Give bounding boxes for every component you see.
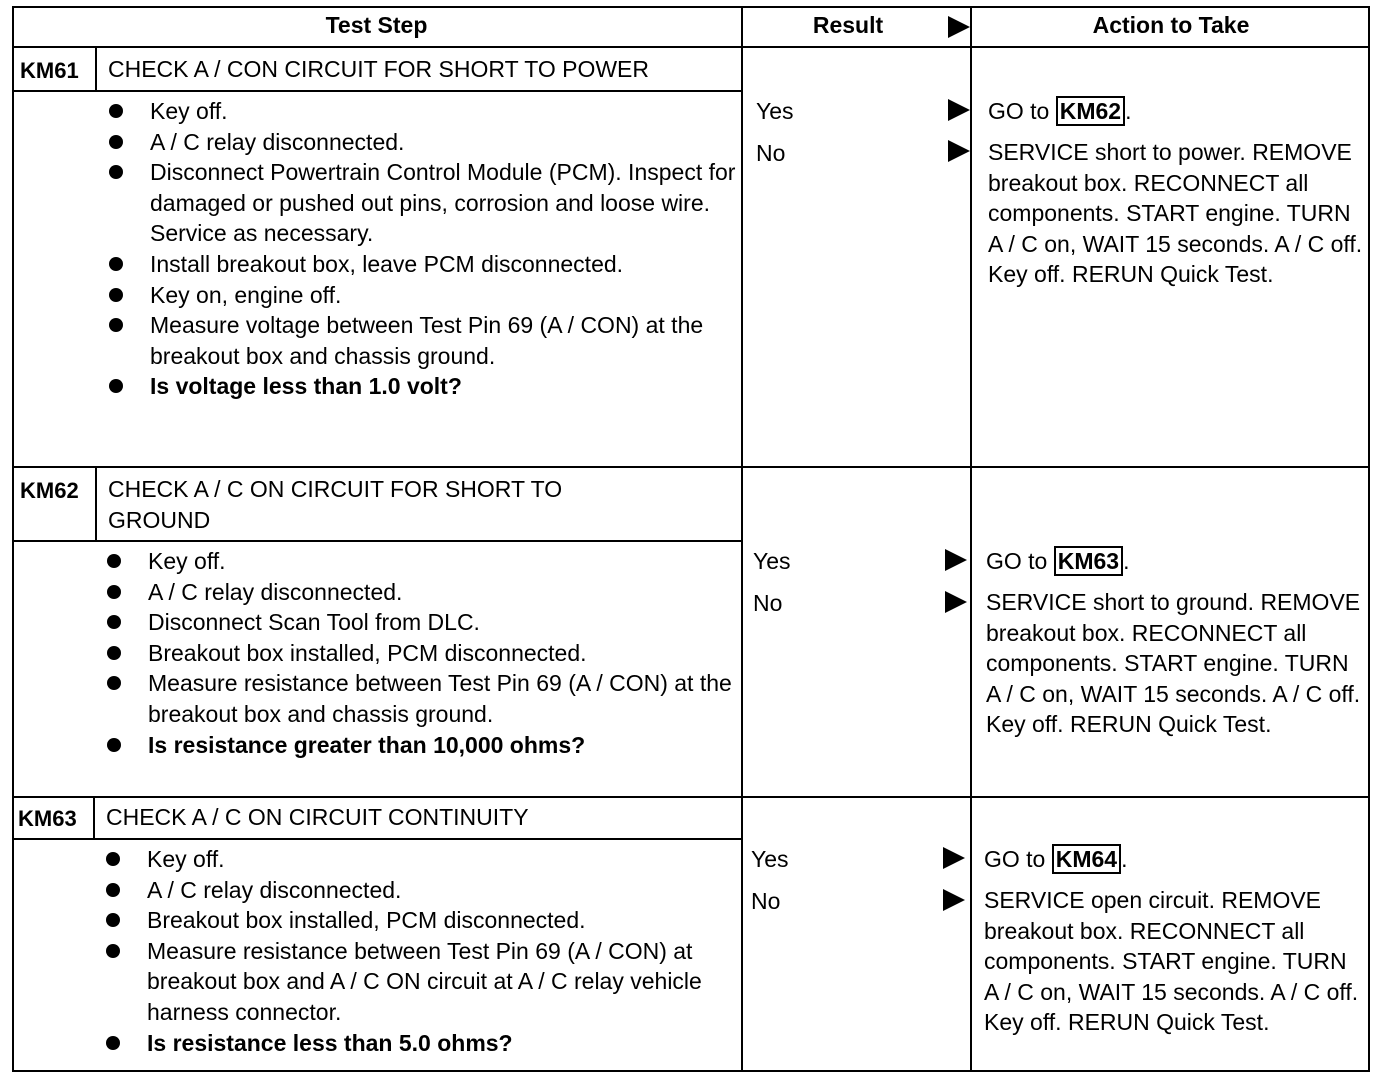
result-yes: Yes <box>751 846 789 872</box>
result-yes: Yes <box>756 98 794 124</box>
no-action-text: SERVICE short to power. REMOVE breakout box. RECONNECT all components. START engine. TURN A / C on, WAIT 15 seconds. A / C off. Key off. RERUN Quick Test. <box>988 139 1363 288</box>
header-test-step: Test Step <box>325 12 428 38</box>
step-rule <box>12 466 1370 468</box>
step-title: CHECK A / C ON CIRCUIT FOR SHORT TO GROUND <box>108 476 563 533</box>
bullet-item: Disconnect Powertrain Control Module (PCM). Inspect for damaged or pushed out pins, corrosion and loose wire. Service as necessary. <box>108 157 740 249</box>
column-divider-result <box>741 6 743 1072</box>
step-code: KM61 <box>20 58 79 83</box>
yes-arrow-icon <box>948 99 970 121</box>
code-divider <box>95 46 97 90</box>
step-code: KM62 <box>20 478 79 503</box>
header-rule <box>12 46 1370 48</box>
step-code: KM63 <box>18 806 77 831</box>
action-block <box>986 546 1366 740</box>
bullet-item: A / C relay disconnected. <box>108 127 740 158</box>
result-yes: Yes <box>753 548 791 574</box>
goto-target-link[interactable]: KM64 <box>1052 844 1121 874</box>
title-rule <box>12 838 741 840</box>
step-title: CHECK A / C ON CIRCUIT CONTINUITY <box>106 804 529 830</box>
header-result: Result <box>812 12 884 38</box>
bullet-item: A / C relay disconnected. <box>106 577 738 608</box>
code-divider <box>93 796 95 838</box>
bullet-item: Key off. <box>106 546 738 577</box>
question-item: Is voltage less than 1.0 volt? <box>108 371 740 402</box>
goto-target-link[interactable]: KM63 <box>1054 546 1123 576</box>
step-title: CHECK A / CON CIRCUIT FOR SHORT TO POWER <box>108 56 650 82</box>
yes-arrow-icon <box>943 847 965 869</box>
result-no: No <box>756 140 786 166</box>
bullet-item: Measure voltage between Test Pin 69 (A / CON) at the breakout box and chassis ground. <box>108 310 740 371</box>
no-arrow-icon <box>943 889 965 911</box>
goto-target-link[interactable]: KM62 <box>1056 96 1125 126</box>
goto-line: GO to KM62 . <box>988 98 1132 124</box>
step-bullets <box>106 546 738 760</box>
goto-prefix: GO to <box>984 846 1046 872</box>
question-item: Is resistance greater than 10,000 ohms? <box>106 730 738 761</box>
bullet-item: Measure resistance between Test Pin 69 (A / CON) at the breakout box and chassis ground. <box>106 668 738 729</box>
question-item: Is resistance less than 5.0 ohms? <box>105 1028 737 1059</box>
title-rule <box>12 90 741 92</box>
bullet-item: Key off. <box>108 96 740 127</box>
bullet-item: Breakout box installed, PCM disconnected. <box>105 905 737 936</box>
bullet-item: Measure resistance between Test Pin 69 (A / CON) at breakout box and A / C ON circuit at A / C relay vehicle harness connector. <box>105 936 737 1028</box>
header-action: Action to Take <box>1092 12 1250 38</box>
code-divider <box>95 466 97 540</box>
yes-arrow-icon <box>945 549 967 571</box>
action-block <box>988 96 1368 290</box>
no-arrow-icon <box>948 140 970 162</box>
header-arrow-icon <box>948 16 970 38</box>
no-action-text: SERVICE open circuit. REMOVE breakout box. RECONNECT all components. START engine. TURN A / C on, WAIT 15 seconds. A / C off. Key off. RERUN Quick Test. <box>984 887 1359 1036</box>
step-bullets <box>108 96 740 402</box>
step-bullets <box>105 844 737 1058</box>
no-arrow-icon <box>945 591 967 613</box>
goto-prefix: GO to <box>986 548 1048 574</box>
column-divider-action <box>970 6 972 1072</box>
bullet-item: Key off. <box>105 844 737 875</box>
bullet-item: Key on, engine off. <box>108 280 740 311</box>
bullet-item: A / C relay disconnected. <box>105 875 737 906</box>
result-no: No <box>751 888 781 914</box>
bullet-item: Breakout box installed, PCM disconnected. <box>106 638 738 669</box>
bullet-item: Disconnect Scan Tool from DLC. <box>106 607 738 638</box>
action-block <box>984 844 1364 1038</box>
goto-line: GO to KM63 . <box>986 548 1130 574</box>
title-rule <box>12 540 741 542</box>
goto-prefix: GO to <box>988 98 1050 124</box>
no-action-text: SERVICE short to ground. REMOVE breakout box. RECONNECT all components. START engine. TURN A / C on, WAIT 15 seconds. A / C off. Key off. RERUN Quick Test. <box>986 589 1361 738</box>
bullet-item: Install breakout box, leave PCM disconnected. <box>108 249 740 280</box>
goto-line: GO to KM64 . <box>984 846 1128 872</box>
step-rule <box>12 796 1370 798</box>
result-no: No <box>753 590 783 616</box>
